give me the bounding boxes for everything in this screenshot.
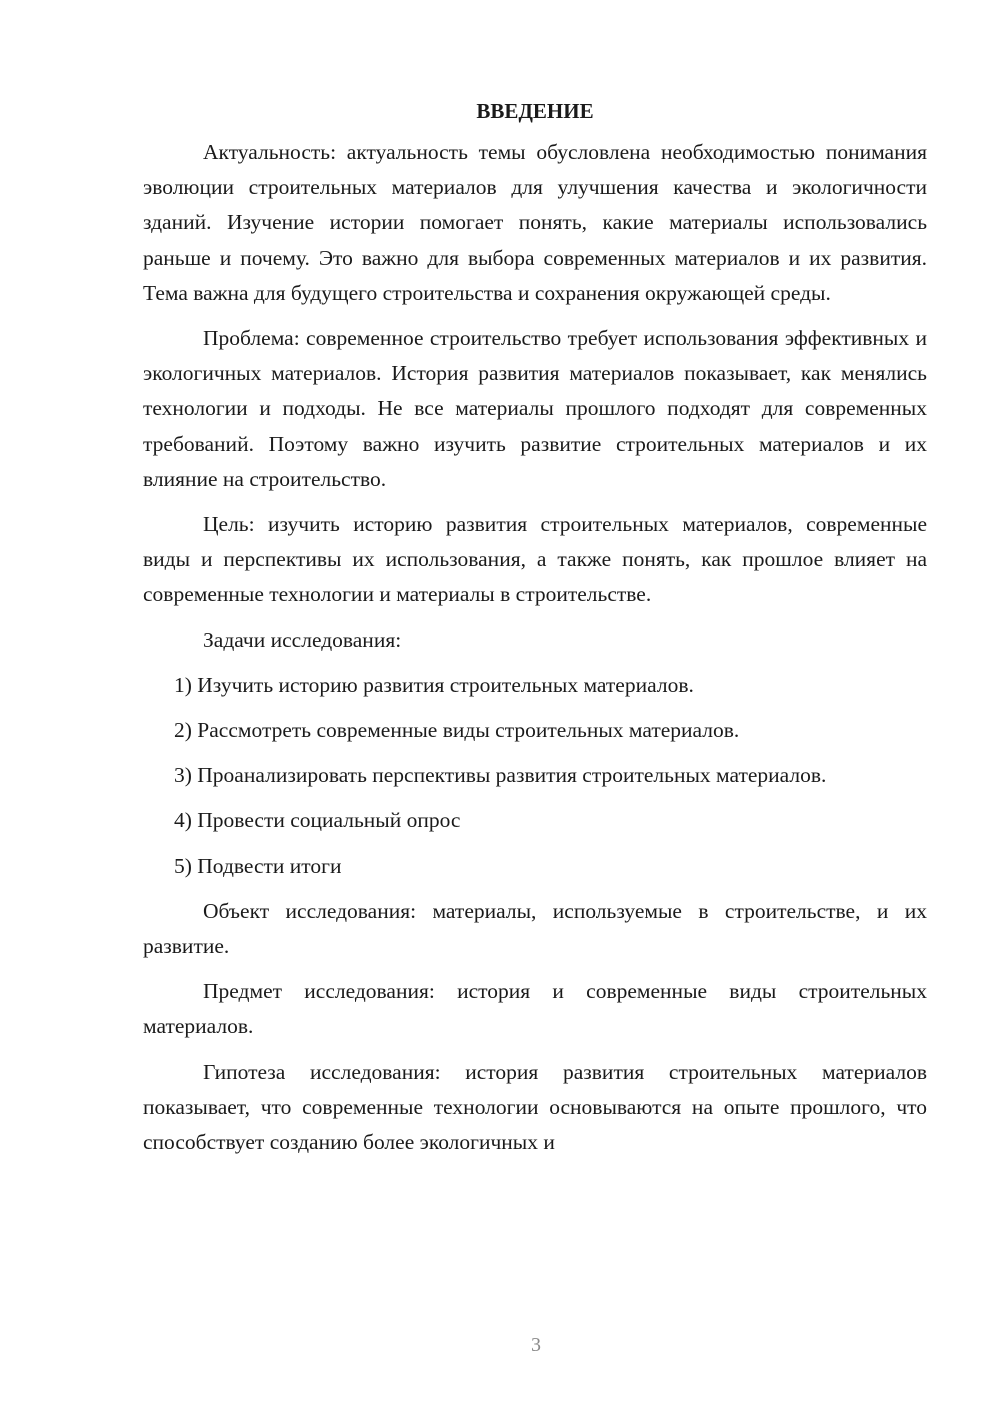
page-number: 3 — [531, 1334, 541, 1356]
document-body — [143, 97, 927, 1160]
hypothesis-paragraph: Гипотеза исследования: история развития строительных материалов показывает, что современные технологии основываются на опыте прошлого, что способствует созданию более экологичных и — [143, 1059, 927, 1155]
relevance-paragraph: Актуальность: актуальность темы обусловлена необходимостью понимания эволюции строительных материалов для улучшения качества и экологичности зданий. Изучение истории помогает понять, какие материалы использовались раньше и почему. Это важно для выбора современных материалов и их развития. Тема важна для будущего строительства и сохранения окружающей среды. — [143, 140, 927, 305]
problem-paragraph: Проблема: современное строительство требует использования эффективных и экологичных материалов. История развития материалов показывает, как менялись технологии и подходы. Не все материалы прошлого подходят для современных требований. Поэтому важно изучить развитие строительных материалов и их влияние на строительство. — [143, 326, 927, 491]
subject-paragraph: Предмет исследования: история и современные виды строительных материалов. — [143, 979, 927, 1039]
object-paragraph: Объект исследования: материалы, используемые в строительстве, и их развитие. — [143, 898, 927, 959]
task-item-3: 3) Проанализировать перспективы развития строительных материалов. — [174, 763, 827, 788]
tasks-heading: Задачи исследования: — [203, 627, 402, 652]
goal-paragraph: Цель: изучить историю развития строительных материалов, современные виды и перспективы их использования, а также понять, как прошлое влияет на современные технологии и материалы в строительстве. — [143, 512, 927, 607]
task-item-4: 4) Провести социальный опрос — [174, 808, 461, 833]
task-item-2: 2) Рассмотреть современные виды строительных материалов. — [174, 718, 740, 743]
task-item-5: 5) Подвести итоги — [174, 853, 342, 878]
task-item-1: 1) Изучить историю развития строительных материалов. — [174, 672, 694, 697]
page-title: ВВЕДЕНИЕ — [476, 99, 594, 123]
